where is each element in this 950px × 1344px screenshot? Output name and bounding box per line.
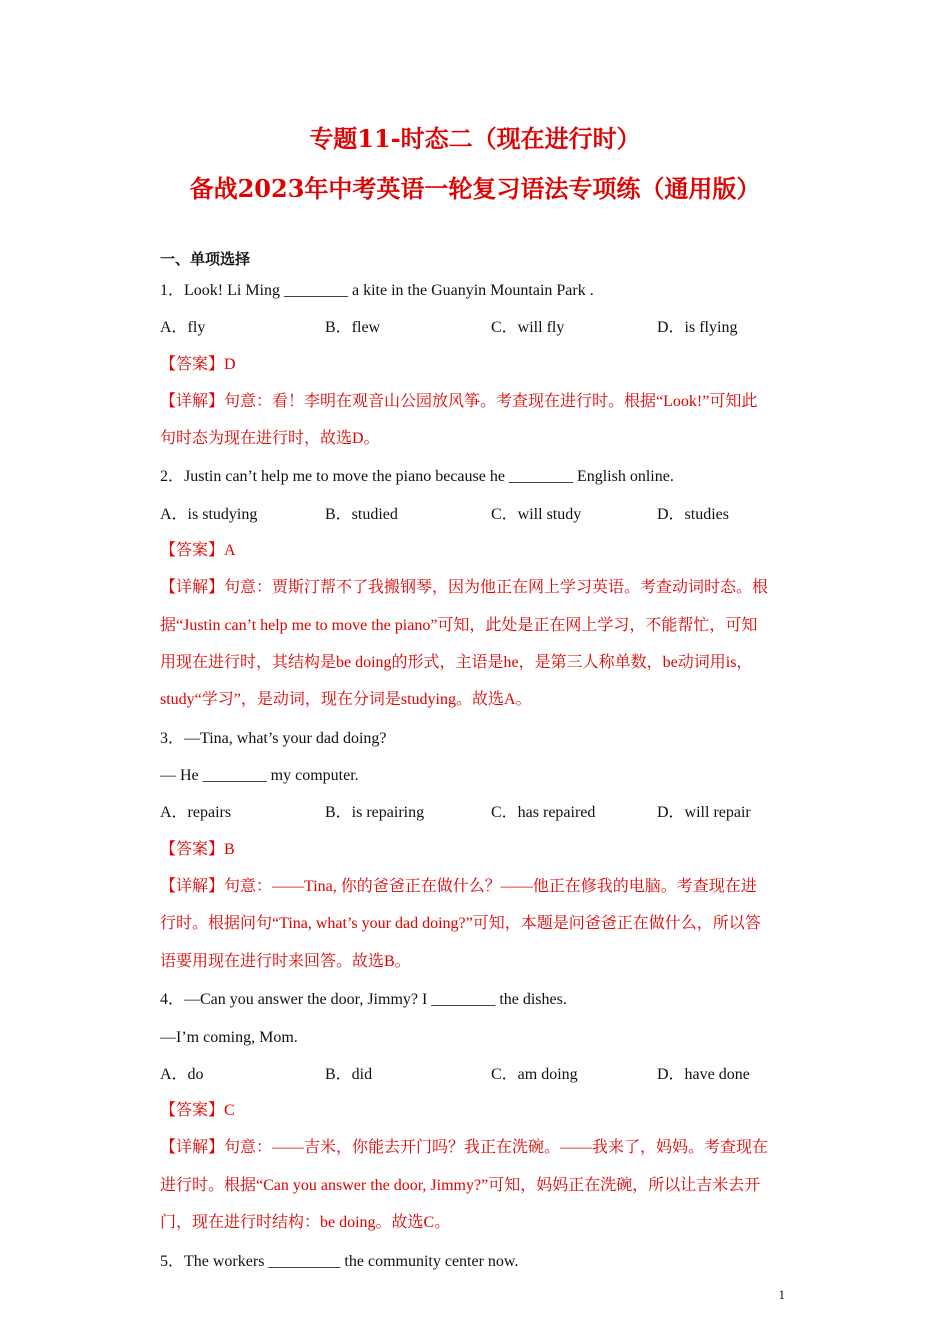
explanation-line: study“学习”，是动词，现在分词是studying。故选A。 xyxy=(160,691,532,708)
explanation-line xyxy=(160,578,768,598)
question-stem: 1．Look! Li Ming ________ a kite in the Guanyin Mountain Park . xyxy=(160,282,594,299)
explain-label: 【详解】 xyxy=(160,878,225,895)
answer-label: 【答案】 xyxy=(160,356,225,373)
option-d: D．will repair xyxy=(657,804,751,821)
answer-label: 【答案】 xyxy=(160,841,225,858)
explanation-text: 句意：看！李明在观音山公园放风筝。考查现在进行时。根据“Look!”可知此 xyxy=(224,393,758,410)
option-a: A．is studying xyxy=(160,506,258,523)
question-stem: 3．—Tina, what’s your dad doing? xyxy=(160,730,387,747)
explanation-line xyxy=(160,877,757,897)
answer-line xyxy=(160,1101,235,1121)
document-subtitle: 备战2023年中考英语一轮复习语法专项练（通用版） xyxy=(189,174,761,203)
option-c: C．will fly xyxy=(491,319,565,336)
explanation-text: 句意：贾斯汀帮不了我搬钢琴，因为他正在网上学习英语。考查动词时态。根 xyxy=(224,579,769,596)
option-b: B．is repairing xyxy=(325,804,425,821)
answer-value: C xyxy=(224,1102,235,1119)
question-stem: 2．Justin can’t help me to move the piano because he ________ English online. xyxy=(160,468,674,485)
explanation-line: 句时态为现在进行时，故选D。 xyxy=(160,430,380,447)
option-c: C．am doing xyxy=(491,1066,578,1083)
explanation-line: 门，现在进行时结构：be doing。故选C。 xyxy=(160,1214,451,1231)
answer-line xyxy=(160,541,236,561)
explanation-line: 用现在进行时，其结构是be doing的形式，主语是he，是第三人称单数，be动词用is， xyxy=(160,654,753,671)
section-heading: 一、单项选择 xyxy=(160,250,251,268)
explanation-text: 句意：——吉米，你能去开门吗？我正在洗碗。——我来了，妈妈。考查现在 xyxy=(224,1139,769,1156)
explanation-line xyxy=(160,392,757,412)
answer-value: D xyxy=(224,356,236,373)
answer-line xyxy=(160,840,235,860)
explanation-line: 语要用现在进行时来回答。故选B。 xyxy=(160,953,411,970)
answer-value: A xyxy=(224,542,236,559)
option-d: D．is flying xyxy=(657,319,738,336)
answer-line xyxy=(160,355,236,375)
explanation-text: 句意：——Tina, 你的爸爸正在做什么？——他正在修我的电脑。考查现在进 xyxy=(224,878,757,895)
question-stem: 5．The workers _________ the community center now. xyxy=(160,1253,519,1270)
explanation-line: 行时。根据问句“Tina, what’s your dad doing?”可知，本题是问爸爸正在做什么，所以答 xyxy=(160,915,761,932)
question-stem-continued: — He ________ my computer. xyxy=(160,767,359,784)
explain-label: 【详解】 xyxy=(160,393,225,410)
explanation-line: 据“Justin can’t help me to move the piano”可知，此处是正在网上学习，不能帮忙，可知 xyxy=(160,617,758,634)
option-b: B．flew xyxy=(325,319,381,336)
option-b: B．did xyxy=(325,1066,373,1083)
answer-value: B xyxy=(224,841,235,858)
question-stem-continued: —I’m coming, Mom. xyxy=(160,1029,298,1046)
explain-label: 【详解】 xyxy=(160,579,225,596)
option-a: A．repairs xyxy=(160,804,232,821)
option-d: D．studies xyxy=(657,506,730,523)
question-stem: 4．—Can you answer the door, Jimmy? I ________ the dishes. xyxy=(160,991,567,1008)
option-d: D．have done xyxy=(657,1066,750,1083)
answer-label: 【答案】 xyxy=(160,1102,225,1119)
explanation-line xyxy=(160,1138,768,1158)
option-c: C．has repaired xyxy=(491,804,596,821)
option-a: A．do xyxy=(160,1066,204,1083)
option-c: C．will study xyxy=(491,506,582,523)
option-b: B．studied xyxy=(325,506,398,523)
explanation-line: 进行时。根据“Can you answer the door, Jimmy?”可知，妈妈正在洗碗，所以让吉米去开 xyxy=(160,1177,761,1194)
option-a: A．fly xyxy=(160,319,206,336)
explain-label: 【详解】 xyxy=(160,1139,225,1156)
page-number: 1 xyxy=(778,1287,785,1302)
document-title: 专题11-时态二（现在进行时） xyxy=(309,124,641,153)
answer-label: 【答案】 xyxy=(160,542,225,559)
